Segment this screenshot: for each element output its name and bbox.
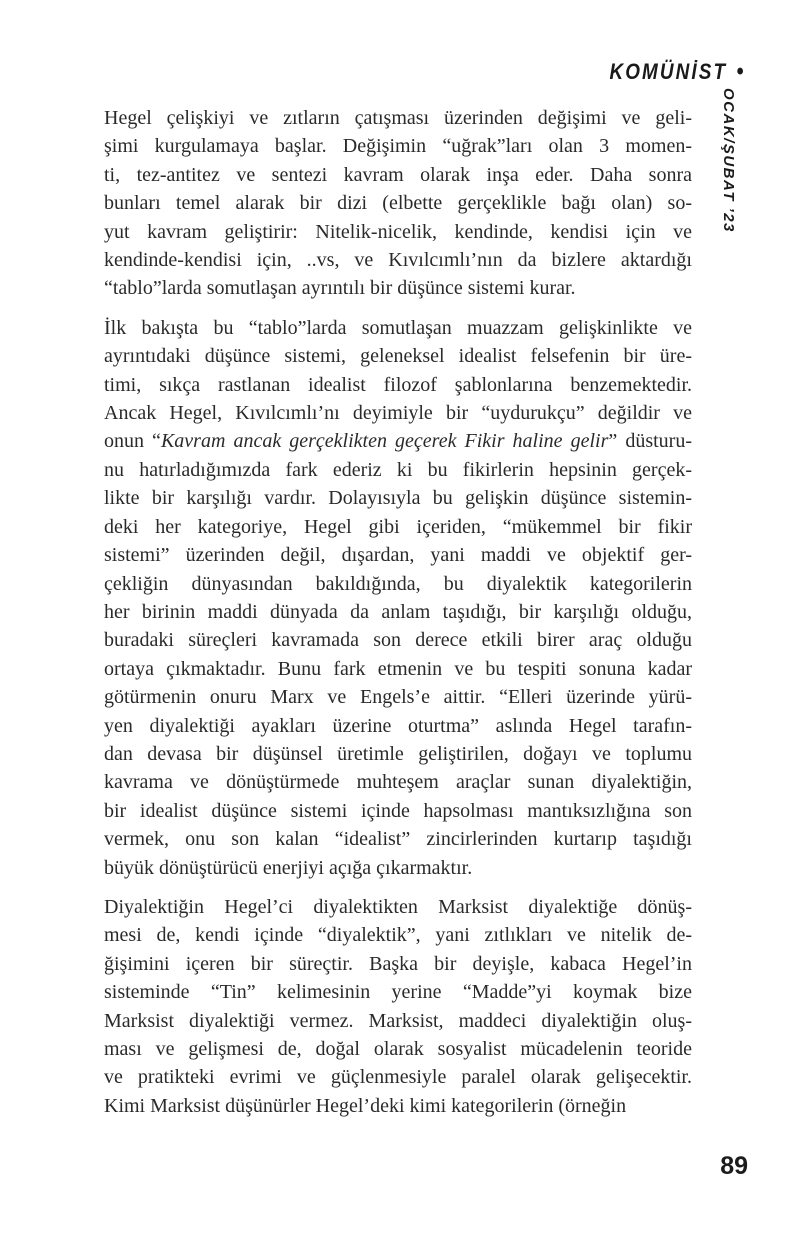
text-line: mesi de, kendi içinde “diyalektik”, yani zıtlıkları ve nitelik de- (104, 924, 692, 947)
text-line: sisteminde “Tin” kelimesinin yerine “Madde”yi koymak bize (104, 981, 692, 1004)
text-line: ortaya çıkmaktadır. Bunu fark etmenin ve bu tespiti sonuna kadar (104, 657, 692, 680)
article-text (104, 104, 692, 1131)
text-line: bir idealist düşünce sistemi içinde hapsolması mantıksızlığına son (104, 799, 692, 822)
text-line: çekliğin dünyasından bakıldığında, bu diyalektik kategorilerin (104, 572, 692, 595)
paragraph (104, 893, 692, 1120)
text-line: likte bir karşılığı vardır. Dolayısıyla bu gelişkin düşünce sistemin- (104, 487, 692, 510)
text-line: kavrama ve dönüştürmede muhteşem araçlar sunan diyalektiğin, (104, 771, 692, 794)
paragraph (104, 314, 692, 882)
text-line: İlk bakışta bu “tablo”larda somutlaşan muazzam gelişkinlikte ve (104, 316, 692, 339)
text-line: timi, sıkça rastlanan idealist filozof şablonlarına benzemektedir. (104, 373, 692, 396)
text-line: ması ve gelişmesi de, doğal olarak sosyalist mücadelenin teoride (104, 1038, 692, 1060)
text-line: Kimi Marksist düşünürler Hegel’deki kimi kategorilerin (örneğin (104, 1094, 627, 1117)
text-line: ğişimini içeren bir süreçtir. Başka bir deyişle, kabaca Hegel’in (104, 952, 692, 975)
italic-quote: Kavram ancak gerçeklikten geçerek Fikir haline gelir (160, 430, 609, 453)
text-line: buradaki süreçleri kavramada son derece etkili birer araç olduğu (104, 629, 692, 652)
text-line: Diyalektiğin Hegel’ci diyalektikten Marksist diyalektiğe dönüş- (104, 895, 692, 918)
text-line: Hegel çelişkiyi ve zıtların çatışması üzerinden değişimi ve geli- (104, 107, 692, 129)
text-line: onun “Kavram ancak gerçeklikten geçerek Fikir haline gelir” düsturu- (104, 430, 692, 453)
text-line: deki her kategoriye, Hegel gibi içeriden, “mükemmel bir fikir (104, 515, 692, 538)
text-line: bunları temel alarak bir dizi (elbette gerçeklikle bağı olan) so- (104, 192, 692, 215)
text-line: yut kavram geliştirir: Nitelik-nicelik, kendinde, kendisi için ve (104, 220, 692, 243)
text-line: ve pratikteki evrimi ve güçlenmesiyle paralel olarak gelişecektir. (104, 1066, 692, 1089)
text-line: kendinde-kendisi için, ..vs, ve Kıvılcımlı’nın da bizlere aktardığı (104, 249, 692, 272)
text-line: nu hatırladığımızda fark ederiz ki bu fikirlerin hepsinin gerçek- (104, 458, 692, 481)
issue-date-spine: OCAK/ŞUBAT ’23 (720, 88, 737, 233)
text-line: Ancak Hegel, Kıvılcımlı’nı deyimiyle bir “uydurukçu” değildir ve (104, 402, 692, 425)
masthead (609, 58, 743, 86)
text-line: “tablo”larda somutlaşan ayrıntılı bir düşünce sistemi kurar. (104, 277, 576, 300)
page-number: 89 (720, 1152, 748, 1180)
masthead-bullet-icon: • (735, 58, 743, 85)
text-line: ayrıntıdaki düşünce sistemi, geleneksel idealist felsefenin bir üre- (104, 345, 692, 368)
text-line: götürmenin onuru Marx ve Engels’e aittir. “Elleri üzerinde yürü- (104, 686, 692, 709)
text-line: yen diyalektiği ayakları üzerine oturtma” aslında Hegel tarafın- (104, 714, 692, 737)
text-line: şimi kurgulamaya başlar. Değişimin “uğrak”ları olan 3 momen- (104, 135, 692, 158)
text-line: dan devasa bir düşünsel üretimle geliştirilen, doğayı ve toplumu (104, 742, 692, 765)
text-line: sistemi” üzerinden değil, dışardan, yani maddi ve objektif ger- (104, 544, 692, 567)
text-line: vermek, onu son kalan “idealist” zincirlerinden kurtarıp taşıdığı (104, 828, 692, 851)
paragraph (104, 104, 692, 303)
text-line: her birinin maddi dünyada da anlam taşıdığı, bir karşılığı olduğu, (104, 600, 692, 623)
masthead-title: KOMÜNİST (609, 59, 727, 84)
text-line: büyük dönüştürücü enerjiyi açığa çıkarmaktır. (104, 856, 473, 879)
text-line: Marksist diyalektiği vermez. Marksist, maddeci diyalektiğin oluş- (104, 1009, 692, 1032)
text-line: ti, tez-antitez ve sentezi kavram olarak inşa eder. Daha sonra (104, 163, 692, 186)
